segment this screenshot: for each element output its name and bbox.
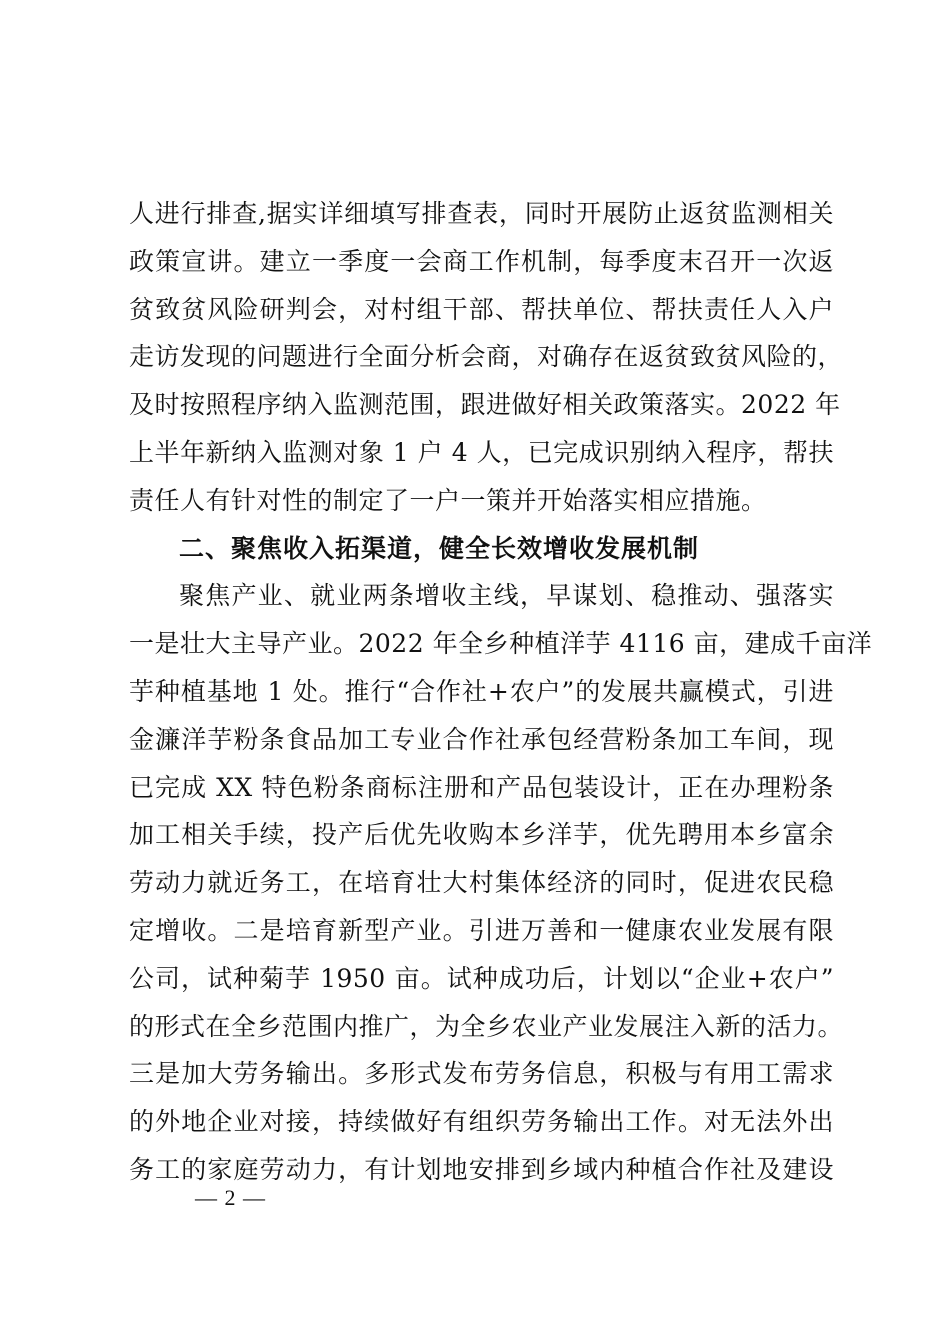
text-line: 责任人有针对性的制定了一户一策并开始落实相应措施。 (129, 485, 767, 515)
text-line: 劳动力就近务工，在培育壮大村集体经济的同时，促进农民稳 (129, 868, 834, 898)
text-line: 聚焦产业、就业两条增收主线，早谋划、稳推动、强落实 (179, 581, 834, 611)
text-line: 贫致贫风险研判会，对村组干部、帮扶单位、帮扶责任人入户 (129, 294, 834, 324)
text-line: 人进行排查,据实详细填写排查表，同时开展防止返贫监测相关 (129, 199, 834, 228)
text-line: 金濂洋芋粉条食品加工专业合作社承包经营粉条加工车间，现 (129, 724, 834, 754)
section-heading: 二、聚焦收入拓渠道，健全长效增收发展机制 (179, 533, 700, 563)
page-number: — 2 — (195, 1185, 266, 1210)
text-line: 政策宣讲。建立一季度一会商工作机制，每季度末召开一次返 (129, 246, 834, 276)
text-line: 的外地企业对接，持续做好有组织劳务输出工作。对无法外出 (129, 1107, 834, 1137)
text-line: 定增收。二是培育新型产业。引进万善和一健康农业发展有限 (129, 915, 834, 945)
text-line: 一是壮大主导产业。2022 年全乡种植洋芋 4116 亩，建成千亩洋 (129, 629, 873, 659)
text-line: 公司，试种菊芋 1950 亩。试种成功后，计划以“企业+农户” (129, 963, 834, 993)
text-line: 已完成 XX 特色粉条商标注册和产品包装设计，正在办理粉条 (129, 772, 834, 802)
text-line: 三是加大劳务输出。多形式发布劳务信息，积极与有用工需求 (129, 1059, 834, 1089)
text-line: 及时按照程序纳入监测范围，跟进做好相关政策落实。2022 年 (129, 390, 841, 420)
text-line: 上半年新纳入监测对象 1 户 4 人，已完成识别纳入程序，帮扶 (129, 437, 834, 467)
text-line: 的形式在全乡范围内推广，为全乡农业产业发展注入新的活力。 (129, 1011, 844, 1041)
text-line: 走访发现的问题进行全面分析会商，对确存在返贫致贫风险的， (129, 342, 844, 372)
text-line: 务工的家庭劳动力，有计划地安排到乡域内种植合作社及建设 (129, 1154, 834, 1184)
document-body (129, 190, 873, 1194)
text-line: 加工相关手续，投产后优先收购本乡洋芋，优先聘用本乡富余 (129, 820, 834, 850)
text-line: 芋种植基地 1 处。推行“合作社+农户”的发展共赢模式，引进 (129, 676, 834, 706)
